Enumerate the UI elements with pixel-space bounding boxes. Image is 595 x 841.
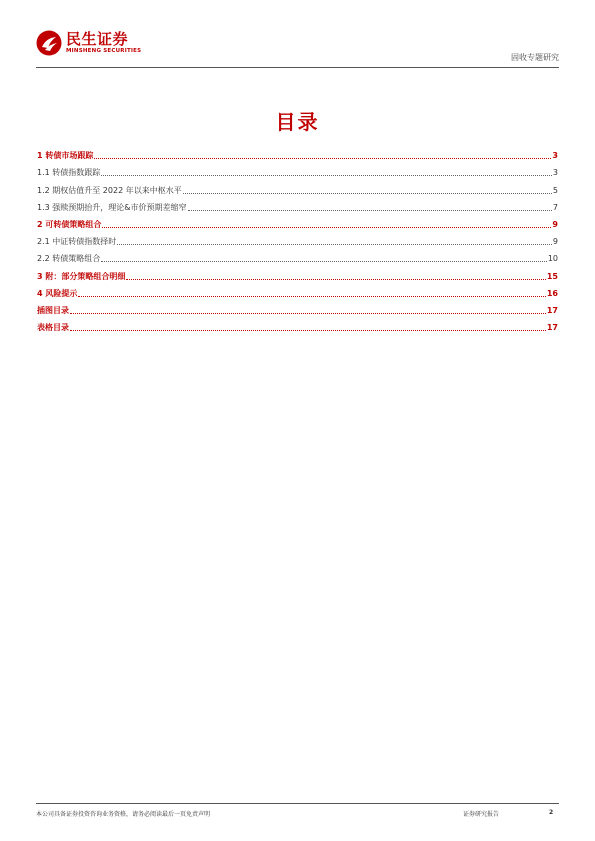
toc-entry-page: 9 — [552, 237, 558, 247]
toc-leader-dots — [102, 227, 551, 228]
toc-entry[interactable] — [37, 299, 558, 316]
table-of-contents — [37, 144, 558, 333]
toc-entry[interactable] — [37, 282, 558, 299]
footer-label: 证券研究报告 — [463, 811, 500, 818]
toc-entry[interactable] — [37, 247, 558, 264]
brand-name-cn: 民生证券 — [66, 30, 129, 48]
toc-entry[interactable] — [37, 161, 558, 178]
toc-entry[interactable] — [37, 316, 558, 333]
toc-entry-label: 1.2 期权估值升至 2022 年以来中枢水平 — [37, 185, 182, 195]
toc-entry-label: 1.1 转债指数跟踪 — [37, 168, 101, 178]
toc-entry[interactable] — [37, 264, 558, 281]
toc-entry-label: 2 可转债策略组合 — [37, 219, 102, 229]
report-type: 固收专题研究 — [511, 53, 559, 62]
toc-entry-page: 17 — [546, 305, 558, 315]
toc-entry-page: 3 — [552, 151, 558, 161]
toc-entry-label: 3 附：部分策略组合明细 — [37, 271, 126, 281]
toc-entry-page: 16 — [546, 288, 558, 298]
toc-entry-label: 4 风险提示 — [37, 288, 78, 298]
toc-entry-page: 17 — [546, 323, 558, 333]
toc-entry-page: 5 — [552, 185, 558, 195]
toc-entry-page: 3 — [552, 168, 558, 178]
toc-entry-label: 2.2 转债策略组合 — [37, 254, 101, 264]
toc-entry-page: 15 — [546, 271, 558, 281]
toc-leader-dots — [126, 279, 546, 280]
header-divider — [36, 67, 559, 68]
toc-leader-dots — [78, 296, 546, 297]
toc-leader-dots — [101, 261, 547, 262]
toc-entry-page: 10 — [547, 254, 558, 264]
toc-leader-dots — [101, 175, 552, 176]
minsheng-logo-icon — [36, 30, 62, 56]
toc-leader-dots — [188, 210, 552, 211]
toc-leader-dots — [70, 330, 546, 331]
toc-entry[interactable] — [37, 213, 558, 230]
toc-leader-dots — [117, 244, 552, 245]
page-number: 2 — [549, 809, 554, 816]
toc-entry[interactable] — [37, 196, 558, 213]
page-header — [36, 30, 559, 66]
toc-entry-label: 表格目录 — [37, 323, 69, 333]
toc-entry-label: 2.1 中证转债指数择时 — [37, 237, 117, 247]
footer-divider — [36, 803, 559, 804]
footer-disclaimer: 本公司具备证券投资咨询业务资格，请务必阅读最后一页免责声明 — [36, 811, 211, 818]
toc-title: 目录 — [275, 110, 320, 134]
toc-entry[interactable] — [37, 178, 558, 195]
toc-entry-page: 7 — [552, 202, 558, 212]
company-logo — [36, 30, 141, 56]
toc-leader-dots — [70, 313, 546, 314]
toc-entry-label: 插图目录 — [37, 305, 69, 315]
toc-leader-dots — [183, 193, 552, 194]
toc-entry[interactable] — [37, 230, 558, 247]
toc-entry[interactable] — [37, 144, 558, 161]
toc-entry-page: 9 — [552, 219, 558, 229]
toc-entry-label: 1.3 强赎预期抬升，理论&市价预期差缩窄 — [37, 202, 187, 212]
toc-entry-label: 1 转债市场跟踪 — [37, 151, 94, 161]
toc-leader-dots — [94, 158, 551, 159]
brand-name-en: MINSHENG SECURITIES — [66, 48, 142, 54]
